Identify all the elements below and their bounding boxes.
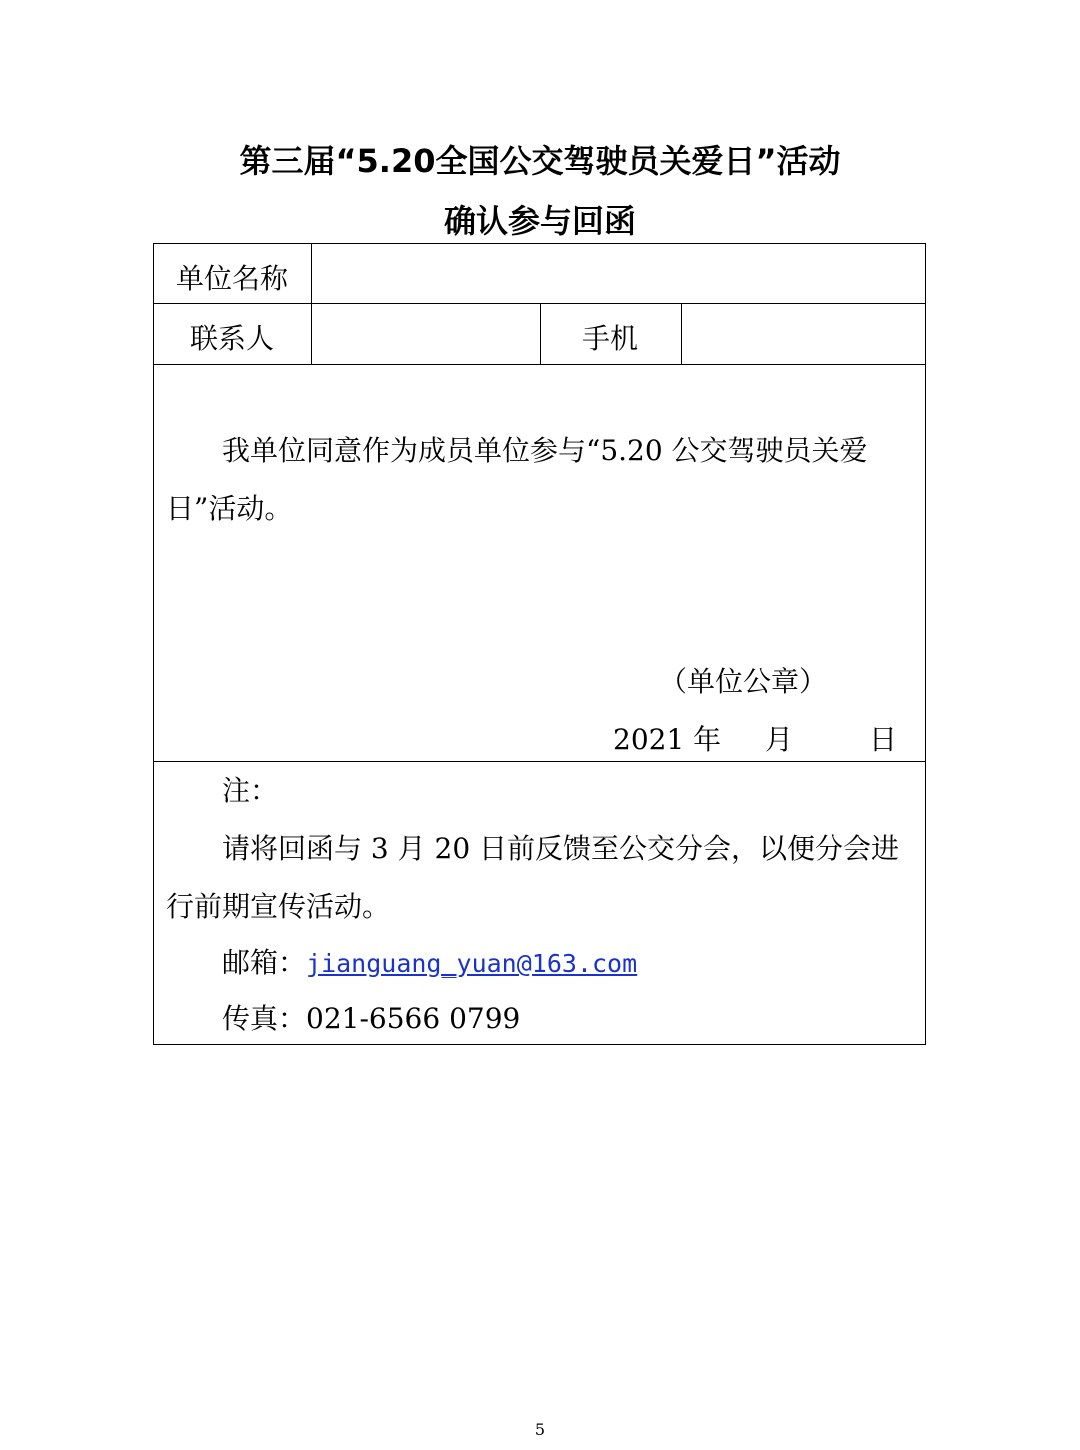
column-divider bbox=[311, 244, 312, 364]
date-day: 日 bbox=[869, 723, 898, 756]
phone-label: 手机 bbox=[582, 322, 639, 355]
unit-name-field[interactable] bbox=[329, 257, 909, 293]
statement-line-2: 日”活动。 bbox=[166, 492, 293, 525]
date-month: 月 bbox=[765, 723, 794, 756]
date-year: 2021 年 bbox=[613, 723, 722, 756]
document-subtitle: 确认参与回函 bbox=[443, 202, 636, 240]
email-row bbox=[222, 934, 637, 993]
contact-label: 联系人 bbox=[190, 322, 275, 355]
page-number: 5 bbox=[534, 1420, 546, 1439]
row-divider bbox=[154, 364, 925, 365]
fax-label: 传真： bbox=[222, 1002, 307, 1035]
notes-line-1: 请将回函与 3 月 20 日前反馈至公交分会，以便分会进 bbox=[222, 832, 900, 865]
email-label: 邮箱： bbox=[222, 946, 307, 979]
reply-form-table bbox=[153, 243, 926, 1045]
column-divider bbox=[540, 303, 541, 364]
fax-value: 021-6566 0799 bbox=[306, 1002, 521, 1035]
email-link[interactable]: jianguang_yuan@163.com bbox=[306, 949, 638, 978]
fax-row bbox=[222, 990, 520, 1048]
phone-field[interactable] bbox=[699, 317, 914, 353]
unit-name-label: 单位名称 bbox=[176, 262, 289, 295]
document-title: 第三届“5.20全国公交驾驶员关爱日”活动 bbox=[239, 142, 841, 180]
column-divider bbox=[681, 303, 682, 364]
contact-field[interactable] bbox=[329, 317, 529, 353]
notes-line-2: 行前期宣传活动。 bbox=[166, 890, 391, 923]
seal-label: （单位公章） bbox=[659, 665, 828, 698]
statement-line-1: 我单位同意作为成员单位参与“5.20 公交驾驶员关爱 bbox=[222, 434, 868, 467]
notes-heading: 注： bbox=[222, 774, 279, 807]
